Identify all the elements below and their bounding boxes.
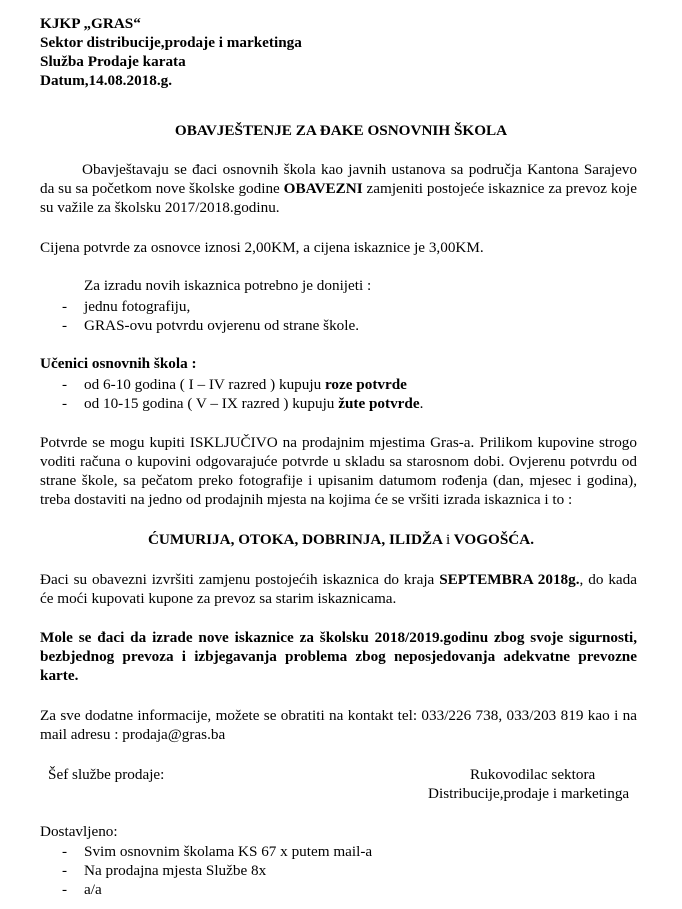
deadline-date: SEPTEMBRA 2018g. xyxy=(439,571,580,588)
list-dash: - xyxy=(62,317,68,334)
delivered-item-sales-points: Na prodajna mjesta Službe 8x xyxy=(84,862,267,879)
list-dash: - xyxy=(62,298,68,315)
appeal-paragraph: Mole se đaci da izrade nove iskaznice za školsku 2018/2019.godinu zbog svoje sigurnosti, bezbjednog prevoza i izbjegavanja problema zbog neposjedovanja adekvatne prevozne karte. xyxy=(40,629,637,684)
list-dash: - xyxy=(62,376,68,393)
list-dash: - xyxy=(62,862,68,879)
signature-right-title: Rukovodilac sektora xyxy=(470,766,596,783)
required-item-confirmation: GRAS-ovu potvrdu ovjerenu od strane škole. xyxy=(84,317,360,334)
intro-text-start: Obavještavaju se đaci osnovnih škola kao javnih ustanova sa područja Kantona Sarajevo da su sa početkom nove školske godine xyxy=(40,161,637,197)
required-intro: Za izradu novih iskaznica potrebno je donijeti : xyxy=(84,277,372,294)
delivered-label: Dostavljeno: xyxy=(40,823,118,840)
document-title: OBAVJEŠTENJE ZA ĐAKE OSNOVNIH ŠKOLA xyxy=(174,122,508,139)
intro-text-end: zamjeniti postojeće iskaznice za prevoz koje su važile za školsku 2017/2018.godinu. xyxy=(40,180,637,216)
students-heading: Učenici osnovnih škola : xyxy=(40,355,197,372)
intro-paragraph xyxy=(40,160,637,217)
header-sector: Sektor distribucije,prodaje i marketinga xyxy=(40,34,302,51)
list-dash: - xyxy=(62,843,68,860)
list-dash: - xyxy=(62,881,68,898)
yellow-confirmation: žute potvrde xyxy=(338,395,420,412)
intro-obavezni: OBAVEZNI xyxy=(283,180,363,197)
price-line: Cijena potvrde za osnovce iznosi 2,00KM, a cijena iskaznice je 3,00KM. xyxy=(40,239,484,256)
required-item-photo: jednu fotografiju, xyxy=(84,298,191,315)
sales-locations: ĆUMURIJA, OTOKA, DOBRINJA, ILIDŽA i VOGOŠĆA. xyxy=(147,531,535,548)
purchase-paragraph: Potvrde se mogu kupiti ISKLJUČIVO na prodajnim mjestima Gras-a. Prilikom kupovine strogo voditi računa o kupovini odgovarajuće potvrde u skladu sa starosnom dobi. Ovjerenu potvrdu od strane škole, sa pečatom preko fotografije i upisanim datumom rođenja (dan, mjesec i godina), treba dostaviti na jedno od prodajnih mjesta na kojima će se vršiti izrada iskaznica i to : xyxy=(40,434,637,508)
pink-confirmation: roze potvrde xyxy=(324,376,407,393)
header-org: KJKP „GRAS“ xyxy=(40,15,141,32)
students-item-yellow: od 10-15 godina ( V – IX razred ) kupuju žute potvrde. xyxy=(84,395,424,412)
list-dash: - xyxy=(62,395,68,412)
delivered-item-schools: Svim osnovnim školama KS 67 x putem mail-a xyxy=(84,843,373,860)
contact-paragraph: Za sve dodatne informacije, možete se obratiti na kontakt tel: 033/226 738, 033/203 819 kao i na mail adresu : prodaja@gras.ba xyxy=(40,707,637,743)
students-item-pink: od 6-10 godina ( I – IV razred ) kupuju roze potvrde xyxy=(84,376,407,393)
signature-left-label: Šef službe prodaje: xyxy=(48,766,165,783)
signature-right-subtitle: Distribucije,prodaje i marketinga xyxy=(428,785,630,802)
deadline-paragraph: Đaci su obavezni izvršiti zamjenu postojećih iskaznica do kraja SEPTEMBRA 2018g., do kada će moći kupovati kupone za prevoz sa starim iskaznicama. xyxy=(40,571,637,607)
delivered-item-archive: a/a xyxy=(84,881,102,898)
header-service: Služba Prodaje karata xyxy=(40,53,186,70)
header-date: Datum,14.08.2018.g. xyxy=(40,72,173,89)
